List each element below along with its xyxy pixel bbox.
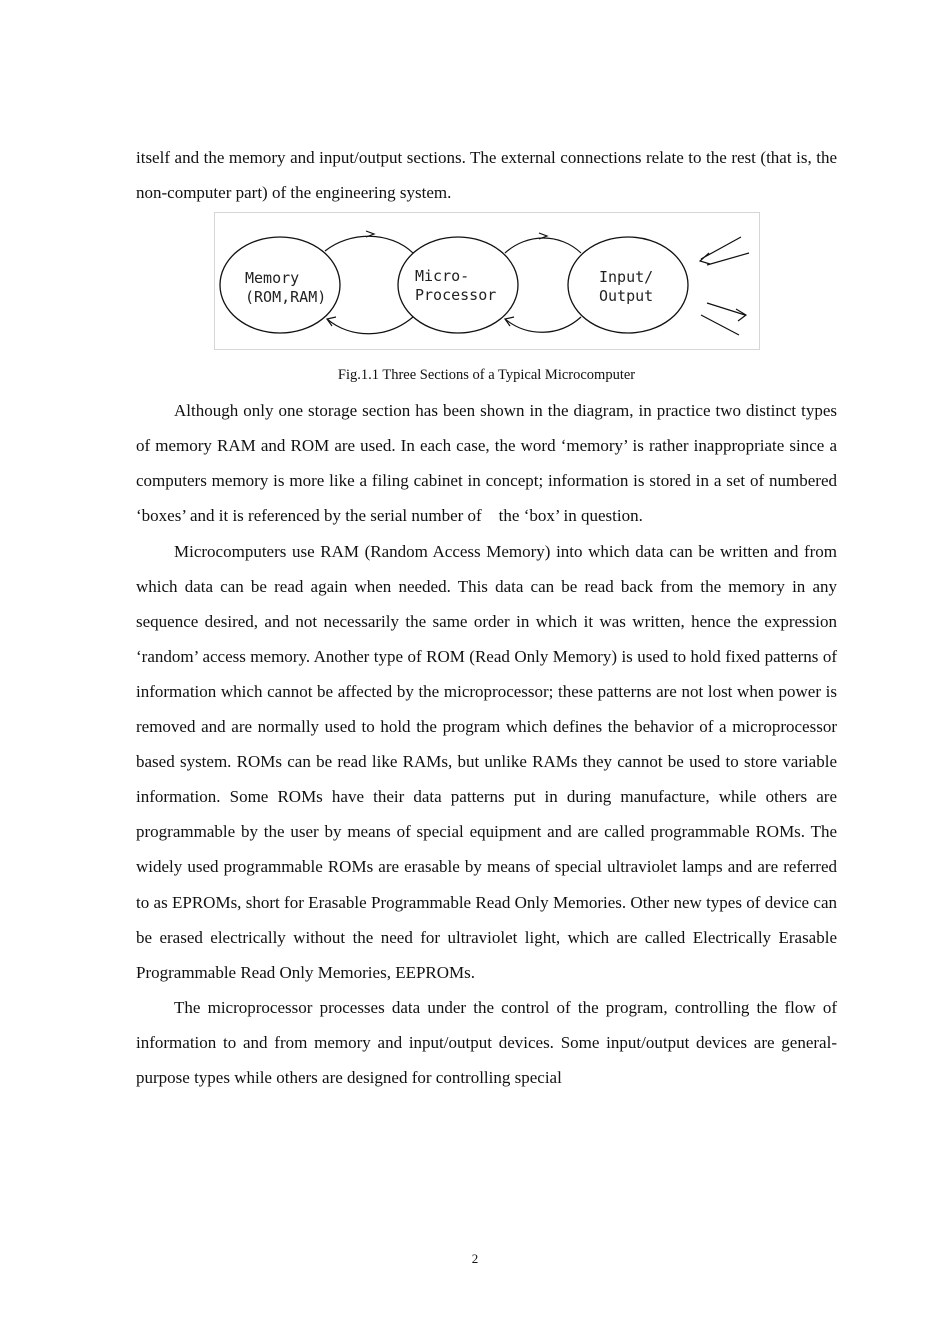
microprocessor-label-line-2: Processor xyxy=(415,286,497,305)
memory-label-line-2: (ROM,RAM) xyxy=(245,288,327,307)
paragraph-memory-types: Although only one storage section has been shown in the diagram, in practice two distinct types of memory RAM and ROM are used. In each case, the word ‘memory’ is rather inappropriate since a computers memory is more like a filing cabinet in concept; information is stored in a set of numbered ‘boxes’ and it is referenced by the serial number of the ‘box’ in question. xyxy=(136,401,837,526)
io-label-line-1: Input/ xyxy=(599,268,654,287)
external-input-line-2 xyxy=(707,253,749,265)
paragraph-intro: itself and the memory and input/output sections. The external connections relate to the rest (that is, the non-computer part) of the engineering system. xyxy=(136,148,837,203)
page-number: 2 xyxy=(471,1251,479,1266)
external-output-line-1 xyxy=(707,303,745,315)
io-label-line-2: Output xyxy=(599,287,654,306)
microcomputer-diagram xyxy=(214,212,760,350)
diagram-svg xyxy=(215,213,759,349)
external-output-line-2 xyxy=(701,315,739,335)
cpu-to-io-top-arc xyxy=(505,238,581,253)
figure-container xyxy=(136,210,837,360)
external-input-line-1 xyxy=(701,237,741,259)
microprocessor-section-ellipse xyxy=(398,237,518,333)
microprocessor-label-line-1: Micro- xyxy=(415,267,470,286)
paragraph-ram-rom: Microcomputers use RAM (Random Access Memory) into which data can be written and from which data can be read again when needed. This data can be read back from the memory in any sequence desired, and not necessarily the same order in which it was written, hence the expression ‘random’ access memory. Another type of ROM (Read Only Memory) is used to hold fixed patterns of information which cannot be affected by the microprocessor; these patterns are not lost when power is removed and are normally used to hold the program which defines the behavior of a microprocessor based system. ROMs can be read like RAMs, but unlike RAMs they cannot be used to store variable information. Some ROMs have their data patterns put in during manufacture, while others are programmable by the user by means of special equipment and are called programmable ROMs. The widely used programmable ROMs are erasable by means of special ultraviolet lamps and are referred to as EPROMs, short for Erasable Programmable Read Only Memories. Other new types of device can be erased electrically without the need for ultraviolet light, which are called Electrically Erasable Programmable Read Only Memories, EEPROMs. xyxy=(136,541,837,982)
paragraph-microprocessor: The microprocessor processes data under the control of the program, controlling the flow of information to and from memory and input/output devices. Some input/output devices are general-purpose types while others are designed for controlling special xyxy=(136,997,837,1087)
memory-label-line-1: Memory xyxy=(245,269,300,288)
memory-to-cpu-top-arc xyxy=(325,236,413,253)
memory-to-cpu-bottom-arc xyxy=(327,317,413,334)
cpu-to-io-bottom-arc xyxy=(505,317,581,332)
document-page xyxy=(136,140,837,1095)
figure-caption: Fig.1.1 Three Sections of a Typical Microcomputer xyxy=(337,367,636,384)
